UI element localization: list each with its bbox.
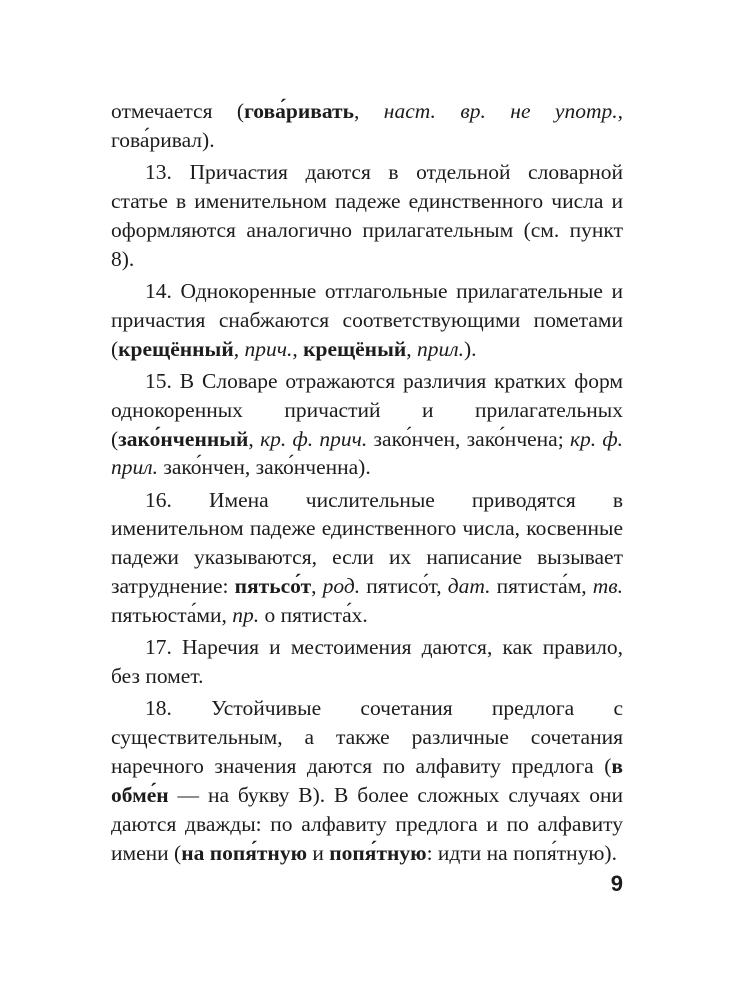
- paragraph: [111, 158, 623, 274]
- italic-label: тв.: [592, 574, 624, 599]
- bold-term: крещённый: [118, 336, 234, 361]
- text-run: ,: [406, 336, 417, 361]
- italic-label: наст. вр. не употр.: [383, 99, 618, 123]
- text-run: 16. Имена числительные приводятся в именительном падеже единственного числа, косвенные падежи указываются, если их написание вызывает затруднение:: [111, 487, 623, 599]
- bold-term: на попя́тную: [181, 840, 308, 865]
- italic-label: род.: [322, 574, 361, 599]
- paragraph: [111, 97, 623, 155]
- italic-label: прич.: [244, 336, 293, 361]
- text-run: 13. Причастия даются в отдельной словарной статье в именительном падеже единственного числа и оформляются аналогично прилагательным (см. пункт 8).: [111, 160, 623, 271]
- paragraph: [111, 486, 623, 631]
- text-run: — на букву В). В более сложных случаях они даются дважды: по алфавиту предлога и по алфавиту имени (: [111, 782, 623, 865]
- text-run: ,: [292, 336, 304, 361]
- text-run: , гова́ривал).: [111, 99, 624, 152]
- italic-label: дат.: [447, 574, 491, 599]
- text-run: пятисо́т,: [360, 574, 448, 599]
- bold-term: попя́тную: [329, 840, 427, 865]
- text-run: отмечается (: [111, 99, 245, 123]
- text-run: ,: [311, 574, 323, 599]
- text-run: 17. Наречия и местоимения даются, как правило, без помет.: [111, 635, 623, 689]
- text-run: 18. Устойчивые сочетания предлога с существительным, а также различные сочетания наречного значения даются по алфавиту предлога (: [111, 696, 623, 779]
- paragraph: [111, 694, 623, 867]
- bold-term: гова́ривать: [244, 99, 354, 123]
- text-run: ,: [353, 99, 384, 123]
- italic-label: пр.: [232, 603, 260, 628]
- bold-term: крещёный: [303, 336, 407, 361]
- italic-label: кр. ф. прич.: [260, 426, 368, 451]
- text-run: зако́нчен, зако́нчена;: [367, 426, 570, 451]
- text-run: о пятиста́х.: [259, 603, 368, 628]
- text-run: 15. В Словаре отражаются различия кратких форм однокоренных причастий и прилагательных (: [111, 368, 623, 451]
- paragraph: [111, 633, 623, 691]
- text-run: пятьюста́ми,: [111, 603, 233, 628]
- text-run: 14. Однокоренные отглагольные прилагательные и причастия снабжаются соответствующими пометами (: [111, 278, 623, 361]
- text-run: и: [307, 840, 330, 865]
- page-text: [111, 97, 623, 871]
- paragraph: [111, 367, 623, 483]
- text-run: ).: [464, 336, 477, 361]
- page-number: 9: [610, 871, 623, 896]
- italic-label: кр. ф. прил.: [111, 426, 624, 480]
- text-run: ,: [233, 336, 245, 361]
- bold-term: пятьсо́т: [234, 574, 312, 599]
- text-run: ,: [248, 426, 261, 451]
- italic-label: прил.: [417, 336, 464, 361]
- text-run: : идти на попя́тную).: [426, 840, 617, 865]
- paragraph: [111, 277, 623, 364]
- bold-term: зако́нченный: [118, 426, 249, 451]
- text-run: пятиста́м,: [490, 574, 593, 599]
- bold-term: в обме́н: [111, 754, 623, 807]
- text-run: зако́нчен, зако́нченна).: [158, 455, 371, 480]
